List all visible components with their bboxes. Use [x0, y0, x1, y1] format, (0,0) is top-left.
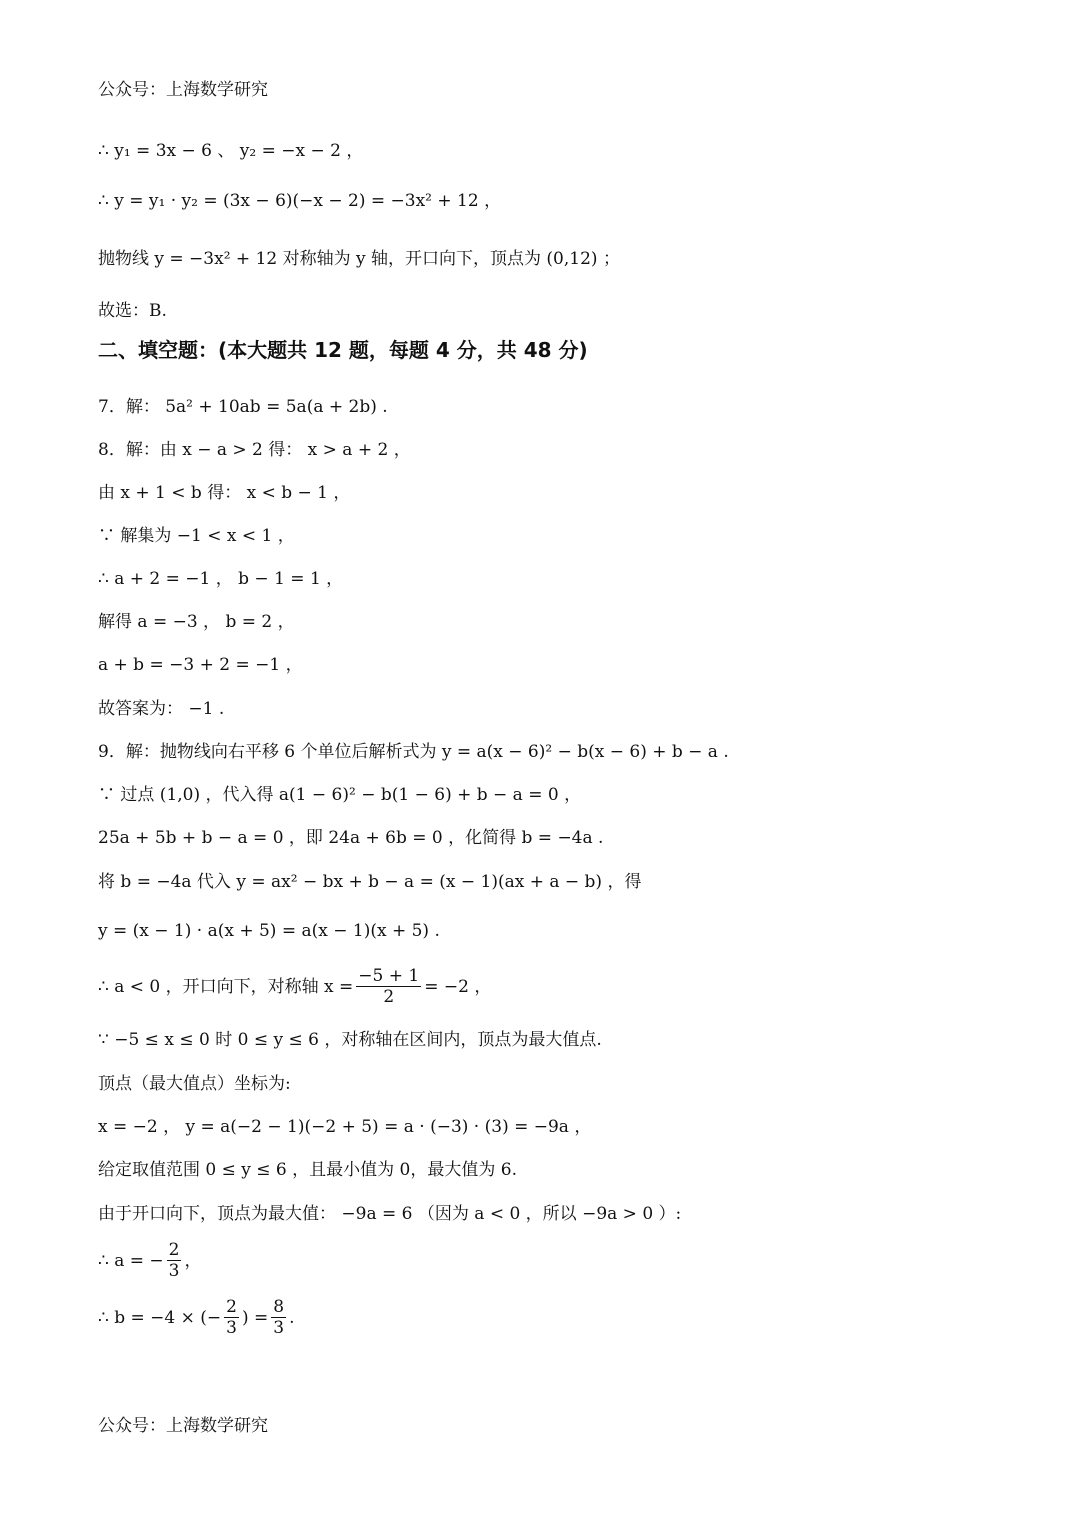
text-line: 7．解： 5a² + 10ab = 5a(a + 2b) .: [98, 397, 388, 417]
text-line: 故选：B.: [98, 301, 167, 321]
text-line: 顶点（最大值点）坐标为:: [98, 1074, 291, 1094]
text: ) =: [241, 1307, 269, 1328]
fraction: [167, 1240, 182, 1281]
b-value-line: [98, 1297, 295, 1338]
text-line: 9．解：抛物线向右平移 6 个单位后解析式为 y = a(x − 6)² − b(x − 6) + b − a .: [98, 742, 729, 762]
numerator: 8: [273, 1297, 285, 1317]
denominator: 3: [168, 1261, 180, 1281]
text: = −2 ，: [424, 976, 492, 997]
text-line: ∴ y = y₁ · y₂ = (3x − 6)(−x − 2) = −3x² + 12 ，: [98, 191, 502, 211]
fraction: [271, 1297, 286, 1338]
text-line: ∵ −5 ≤ x ≤ 0 时 0 ≤ y ≤ 6 ，对称轴在区间内，顶点为最大值点.: [98, 1030, 602, 1050]
numerator: 2: [226, 1297, 237, 1317]
numerator: 2: [168, 1240, 180, 1260]
text-line: y = (x − 1) · a(x + 5) = a(x − 1)(x + 5) .: [98, 921, 440, 941]
axis-formula-line: [98, 966, 491, 1007]
fraction: [356, 966, 421, 1007]
page-footer: 公众号：上海数学研究: [98, 1416, 268, 1436]
text-line: 给定取值范围 0 ≤ y ≤ 6 ，且最小值为 0，最大值为 6.: [98, 1160, 517, 1180]
text-line: x = −2 ， y = a(−2 − 1)(−2 + 5) = a · (−3) · (3) = −9a ，: [98, 1117, 592, 1137]
text: ∴ a < 0 ，开口向下，对称轴 x =: [98, 976, 354, 997]
text: .: [289, 1307, 295, 1328]
text-line: 25a + 5b + b − a = 0 ，即 24a + 6b = 0 ，化简得 b = −4a .: [98, 828, 604, 848]
denominator: 3: [226, 1318, 237, 1338]
denominator: 3: [273, 1318, 285, 1338]
text-line: 由于开口向下，顶点为最大值： −9a = 6 （因为 a < 0 ，所以 −9a > 0 ）:: [98, 1204, 682, 1224]
denominator: 2: [383, 987, 395, 1007]
text-line: 将 b = −4a 代入 y = ax² − bx + b − a = (x − 1)(ax + a − b) ，得: [98, 872, 642, 892]
text-line: ∵ 解集为 −1 < x < 1 ，: [98, 526, 295, 546]
text-line: 8．解：由 x − a > 2 得： x > a + 2 ，: [98, 440, 411, 460]
text-line: ∵ 过点 (1,0) ，代入得 a(1 − 6)² − b(1 − 6) + b − a = 0 ，: [98, 785, 582, 805]
text-line: ∴ y₁ = 3x − 6 、 y₂ = −x − 2 ，: [98, 141, 364, 161]
page-header: 公众号：上海数学研究: [98, 80, 268, 100]
section-title: 二、填空题：(本大题共 12 题，每题 4 分，共 48 分): [98, 338, 588, 362]
text: ∴ a = −: [98, 1250, 164, 1271]
text: ∴ b = −4 × (−: [98, 1307, 222, 1328]
text-line: 故答案为： −1 .: [98, 699, 225, 719]
numerator: −5 + 1: [358, 966, 420, 986]
text-line: 由 x + 1 < b 得： x < b − 1 ，: [98, 483, 351, 503]
text-line: 抛物线 y = −3x² + 12 对称轴为 y 轴，开口向下，顶点为 (0,12) ；: [98, 249, 620, 269]
text: ，: [184, 1250, 202, 1271]
text-line: 解得 a = −3 ， b = 2 ，: [98, 612, 295, 632]
text-line: a + b = −3 + 2 = −1 ，: [98, 655, 303, 675]
a-value-line: [98, 1240, 201, 1281]
fraction: [224, 1297, 239, 1338]
text-line: ∴ a + 2 = −1 ， b − 1 = 1 ，: [98, 569, 344, 589]
